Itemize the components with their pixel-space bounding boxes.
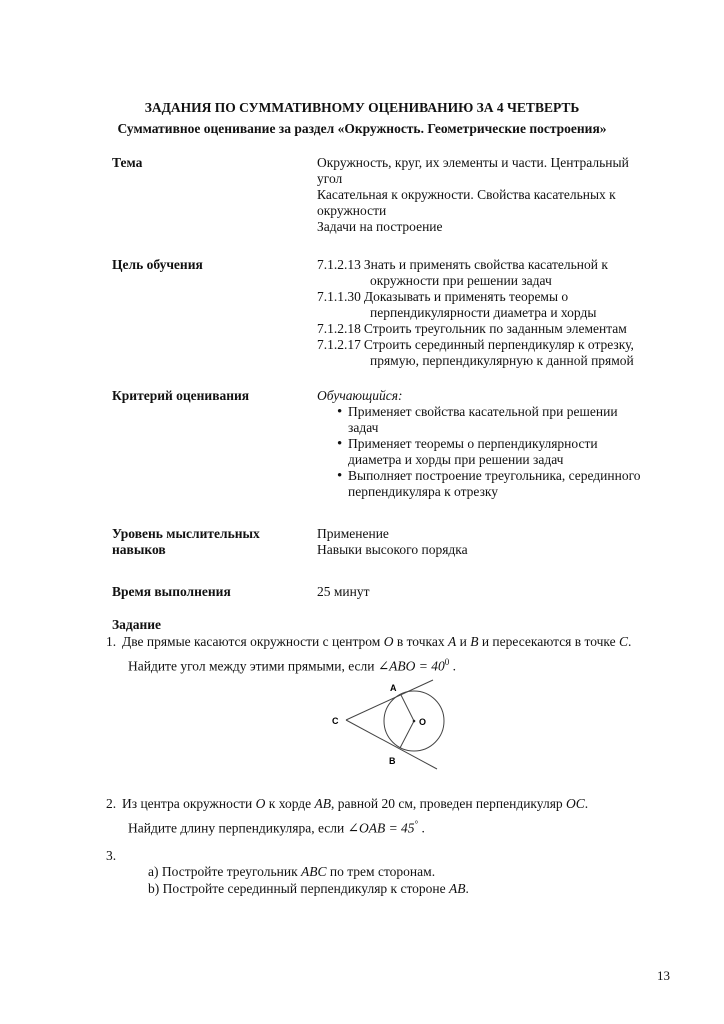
task-1-line2: Найдите угол между этими прямыми, если ∠ABO = $40^0$ .: [128, 657, 457, 674]
angle-expression: ∠ABO = 40: [377, 658, 445, 674]
objective-code: 7.1.2.17: [317, 337, 361, 352]
point-o-label: O: [419, 717, 427, 727]
thinking-value: Применение Навыки высокого порядка: [317, 526, 468, 557]
objective-text-cont: перпендикулярности диаметра и хорды: [370, 305, 597, 320]
objective-item: [317, 289, 687, 321]
angle-expression: ∠OAB = 45: [347, 820, 415, 836]
criteria-block: [317, 388, 687, 500]
objective-text: Строить серединный перпендикуляр к отрезку,: [363, 337, 634, 352]
criteria-list: [317, 404, 687, 500]
objective-text: Строить треугольник по заданным элементам: [363, 321, 627, 336]
objective-item: [317, 321, 687, 337]
criteria-label: Критерий оценивания: [112, 388, 250, 403]
objectives-list: [317, 257, 687, 369]
task-heading: Задание: [112, 617, 162, 632]
topic-line: Окружность, круг, их элементы и части. Центральный: [317, 155, 629, 170]
objectives-label: Цель обучения: [112, 257, 203, 272]
topic-value: [317, 155, 687, 235]
tangent-circle-figure: [320, 676, 450, 776]
objective-text-cont: прямую, перпендикулярную к данной прямой: [370, 353, 634, 368]
point-c-label: C: [332, 716, 339, 726]
topic-line: Касательная к окружности. Свойства касательных к: [317, 187, 616, 202]
topic-line: угол: [317, 171, 343, 186]
topic-line: окружности: [317, 203, 387, 218]
criteria-intro: Обучающийся:: [317, 388, 403, 403]
page-title: ЗАДАНИЯ ПО СУММАТИВНОМУ ОЦЕНИВАНИЮ ЗА 4 ЧЕТВЕРТЬ: [144, 100, 580, 115]
task-3a: a) Постройте треугольник ABC по трем сторонам.: [148, 864, 436, 879]
time-label: Время выполнения: [112, 584, 231, 599]
criteria-item: • Выполняет построение треугольника, серединного перпендикуляра к отрезку: [317, 468, 687, 500]
objective-code: 7.1.2.18: [317, 321, 361, 336]
topic-line: Задачи на построение: [317, 219, 443, 234]
task-3-number: 3.: [106, 848, 117, 863]
point-a-label: A: [390, 683, 397, 693]
criteria-item: • Применяет свойства касательной при решении задач: [317, 404, 687, 436]
objective-text-cont: окружности при решении задач: [370, 273, 552, 288]
radius-ob: [400, 721, 414, 748]
objective-text: Доказывать и применять теоремы о: [363, 289, 569, 304]
task-3b: b) Постройте серединный перпендикуляр к стороне AB.: [148, 881, 469, 896]
time-value: 25 минут: [317, 584, 370, 599]
page-subtitle: Суммативное оценивание за раздел «Окружность. Геометрические построения»: [117, 121, 607, 136]
point-b-label: B: [389, 756, 396, 766]
topic-label: Тема: [112, 155, 143, 170]
radius-oa: [401, 695, 414, 721]
task-2-line1: 2. Из центра окружности O к хорде AB, равной 20 см, проведен перпендикуляр OC.: [106, 796, 589, 811]
thinking-label: Уровень мыслительных навыков: [112, 526, 260, 557]
objective-item: [317, 257, 687, 289]
objective-item: [317, 337, 687, 369]
task-2-line2: Найдите длину перпендикуляра, если ∠OAB = 45° .: [128, 819, 425, 836]
page-number: 13: [657, 968, 670, 983]
task-number: 1.: [106, 634, 117, 649]
objective-text: Знать и применять свойства касательной к: [363, 257, 608, 272]
objective-code: 7.1.1.30: [317, 289, 361, 304]
task-number: 2.: [106, 796, 117, 811]
task-1-line1: 1. Две прямые касаются окружности с центром O в точках A и B и пересекаются в точке C.: [106, 634, 632, 649]
criteria-item: • Применяет теоремы о перпендикулярности диаметра и хорды при решении задач: [317, 436, 687, 468]
objective-code: 7.1.2.13: [317, 257, 361, 272]
center-point: [413, 720, 416, 723]
